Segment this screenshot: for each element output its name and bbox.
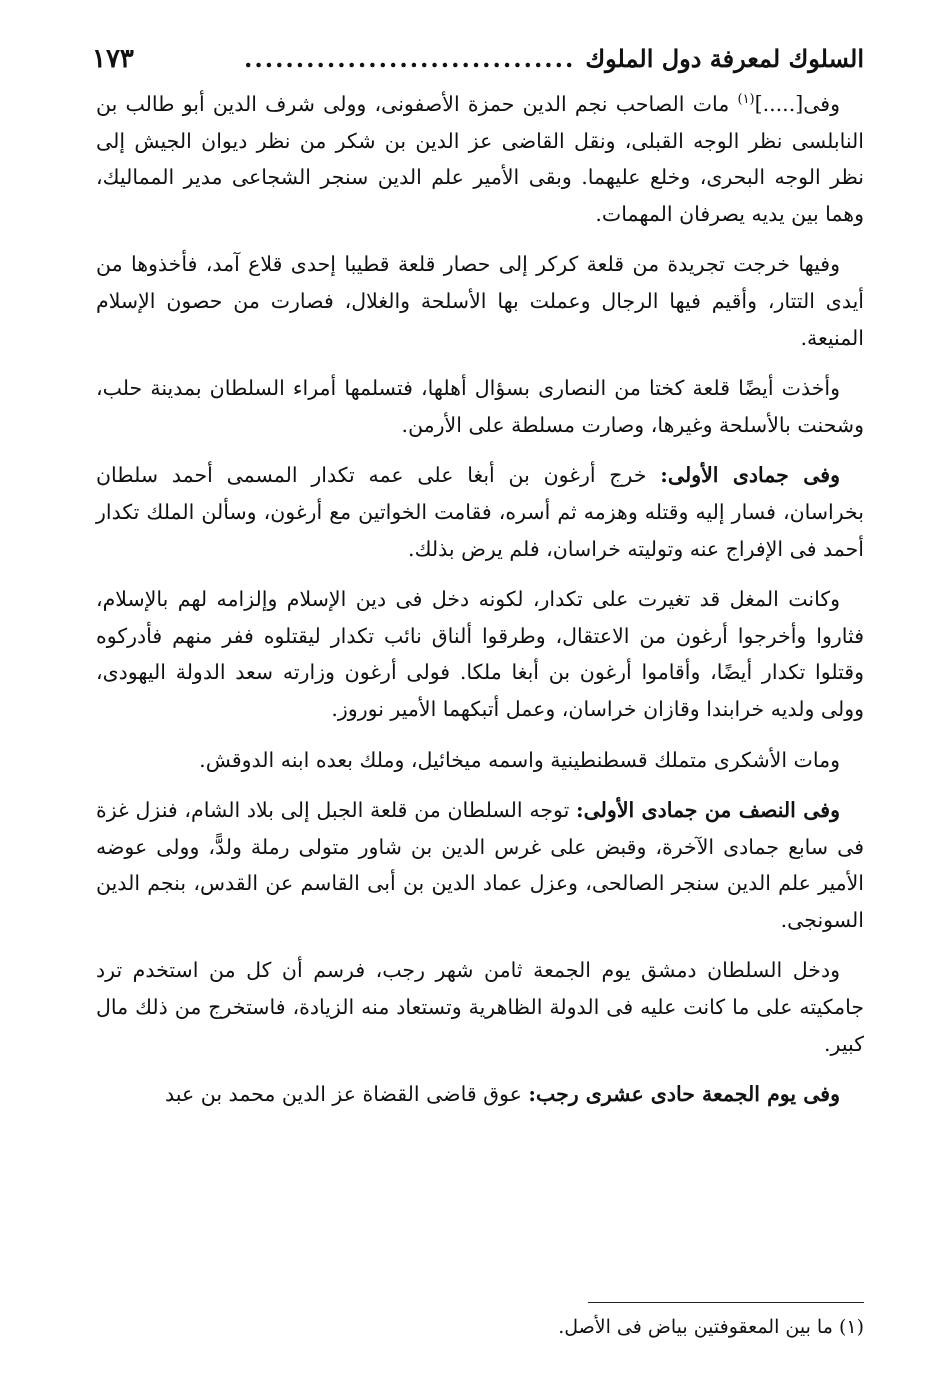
paragraph: [96, 742, 864, 779]
paragraph: [96, 370, 864, 443]
paragraph-text: ودخل السلطان دمشق يوم الجمعة ثامن شهر رجب، فرسم أن كل من استخدم ترد جامكيته على ما كانت عليه فى الدولة الظاهرية وتستعاد منه الزيادة، فاستخرج من ذلك مال كبير.: [96, 958, 864, 1056]
footnote: (١) ما بين المعقوفتين بياض فى الأصل.: [558, 1316, 864, 1338]
paragraph-text: عوق قاضى القضاة عز الدين محمد بن عبد: [165, 1082, 529, 1107]
page-number: ١٧٣: [92, 44, 134, 74]
paragraph-lead: وفى يوم الجمعة حادى عشرى رجب:: [528, 1082, 840, 1107]
leader-dots: ................................: [244, 44, 576, 73]
paragraph-text: وفيها خرجت تجريدة من قلعة كركر إلى حصار قلعة قطيبا إحدى قلاع آمد، فأخذوها من أيدى التتار، وأقيم فيها الرجال وعملت بها الأسلحة والغلال، فصارت من حصون الإسلام المنيعة.: [96, 252, 864, 350]
paragraph-text: وأخذت أيضًا قلعة كختا من النصارى بسؤال أهلها، فتسلمها أمراء السلطان بمدينة حلب، وشحنت بالأسلحة وغيرها، وصارت مسلطة على الأرمن.: [96, 376, 864, 437]
paragraph-opening: وفى[.....]: [754, 92, 840, 116]
running-title: السلوك لمعرفة دول الملوك: [585, 44, 864, 73]
paragraph: [96, 792, 864, 938]
paragraph: [96, 581, 864, 727]
paragraph: [96, 457, 864, 567]
footnote-marker[interactable]: (١): [737, 92, 755, 108]
footnote-separator: [588, 1302, 864, 1303]
paragraph: [96, 86, 864, 232]
paragraph: [96, 952, 864, 1062]
paragraph-lead: وفى النصف من جمادى الأولى:: [576, 798, 840, 823]
paragraph-text: ومات الأشكرى متملك قسطنطينية واسمه ميخائيل، وملك بعده ابنه الدوقش.: [199, 747, 840, 772]
paragraph: [96, 246, 864, 356]
paragraph-text: توجه السلطان من قلعة الجبل إلى بلاد الشام، فنزل غزة فى سابع جمادى الآخرة، وقبض على غرس الدين بن شاور متولى رملة ولدًّ، وولى عوضه الأمير علم الدين سنجر الصالحى، وعزل عماد الدين بن أبى القاسم عن القدس، بنجم الدين السونجى.: [96, 798, 864, 932]
paragraph-text: خرج أرغون بن أبغا على عمه تكدار المسمى أحمد سلطان بخراسان، فسار إليه وقتله وهزمه ثم أسره، فقامت الخواتين مع أرغون، وسألن الملك تكدار أحمد فى الإفراج عنه وتوليته خراسان، فلم يرض بذلك.: [96, 463, 864, 561]
paragraph: [96, 1076, 864, 1113]
main-text: [96, 86, 864, 1123]
paragraph-lead: وفى جمادى الأولى:: [660, 463, 840, 488]
running-header: [92, 44, 864, 84]
paragraph-text: وكانت المغل قد تغيرت على تكدار، لكونه دخل فى دين الإسلام وإلزامه لهم بالإسلام، فثاروا وأخرجوا أرغون من الاعتقال، وطرقوا ألناق نائب تكدار ليقتلوه ففر منهم فأدركوه وقتلوا تكدار أيضًا، وأقاموا أرغون بن أبغا ملكا. فولى أرغون وزارته سعد الدولة اليهودى، وولى ولديه خرابندا وقازان خراسان، وعمل أتبكهما الأمير نوروز.: [96, 587, 864, 721]
paragraph-text: مات الصاحب نجم الدين حمزة الأصفونى، وولى شرف الدين أبو طالب بن النابلسى نظر الوجه القبلى، ونقل القاضى عز الدين بن شكر من نظر ديوان الجيش إلى نظر الوجه البحرى، وخلع عليهما. وبقى الأمير علم الدين سنجر الشجاعى مدير المماليك، وهما بين يديه يصرفان المهمات.: [96, 92, 864, 226]
